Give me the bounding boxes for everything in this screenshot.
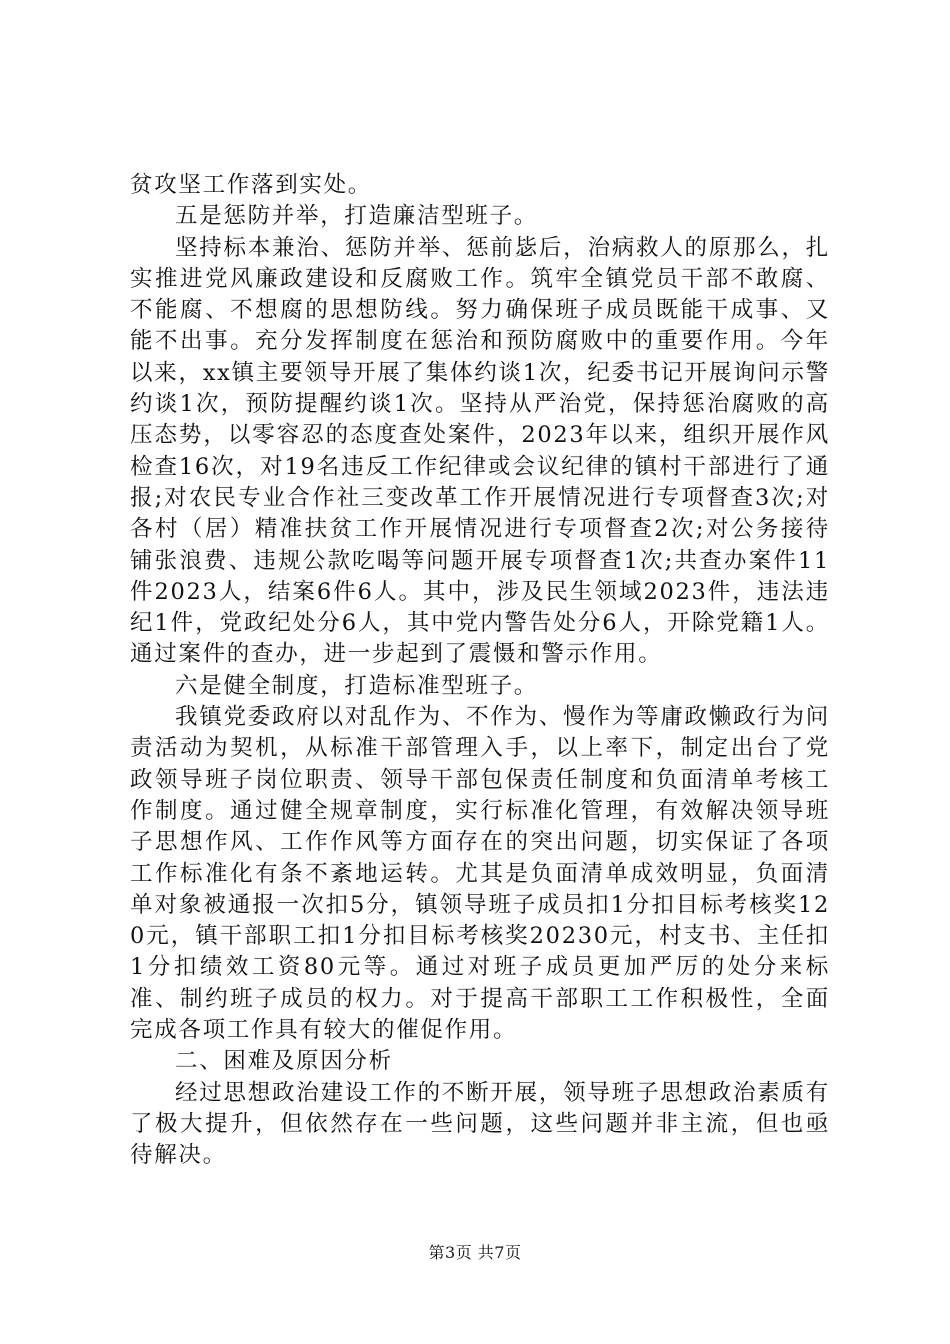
page-number-footer: 第3页 共7页 xyxy=(428,1243,522,1262)
paragraph-regulations: 我镇党委政府以对乱作为、不作为、慢作为等庸政懒政行为问责活动为契机，从标准干部管理入手，以上率下，制定出台了党政领导班子岗位职责、领导干部包保责任制度和负面清单考核工作制度。通过健全规章制度，实行标准化管理，有效解决领导班子思想作风、工作作风等方面存在的突出问题，切实保证了各项工作标准化有条不紊地运转。尤其是负面清单成效明显，负面清单对象被通报一次扣5分，镇领导班子成员扣1分扣目标考核奖120元，镇干部职工扣1分扣目标考核奖20230元，村支书、主任扣1分扣绩效工资80元等。通过对班子成员更加严厉的处分来标准、制约班子成员的权力。对于提高干部职工工作积极性，全面完成各项工作具有较大的催促作用。 xyxy=(130,704,830,1044)
section-heading-five: 五是惩防并举，打造廉洁型班子。 xyxy=(175,203,539,230)
paragraph-continuation: 贫攻坚工作落到实处。 xyxy=(130,172,373,198)
paragraph-difficulties: 经过思想政治建设工作的不断开展，领导班子思想政治素质有了极大提升，但依然存在一些问题，这些问题并非主流，但也亟待解决。 xyxy=(130,1079,830,1169)
document-body xyxy=(130,170,830,1172)
section-heading-six: 六是健全制度，打造标准型班子。 xyxy=(175,672,539,699)
paragraph-anti-corruption: 坚持标本兼治、惩防并举、惩前毖后，治病救人的原那么，扎实推进党风廉政建设和反腐败工作。筑牢全镇党员干部不敢腐、不能腐、不想腐的思想防线。努力确保班子成员既能干成事、又能不出事。充分发挥制度在惩治和预防腐败中的重要作用。今年以来，xx镇主要领导开展了集体约谈1次，纪委书记开展询问示警约谈1次，预防提醒约谈1次。坚持从严治党，保持惩治腐败的高压态势，以零容忍的态度查处案件，2023年以来，组织开展作风检查16次，对19名违反工作纪律或会议纪律的镇村干部进行了通报;对农民专业合作社三变改革工作开展情况进行专项督查3次;对各村（居）精准扶贫工作开展情况进行专项督查2次;对公务接待铺张浪费、违规公款吃喝等问题开展专项督查1次;共查办案件11件2023人，结案6件6人。其中，涉及民生领域2023件，违法违纪1件，党政纪处分6人，其中党内警告处分6人，开除党籍1人。通过案件的查办，进一步起到了震慑和警示作用。 xyxy=(130,234,830,668)
section-heading-difficulties: 二、困难及原因分析 xyxy=(175,1048,393,1075)
